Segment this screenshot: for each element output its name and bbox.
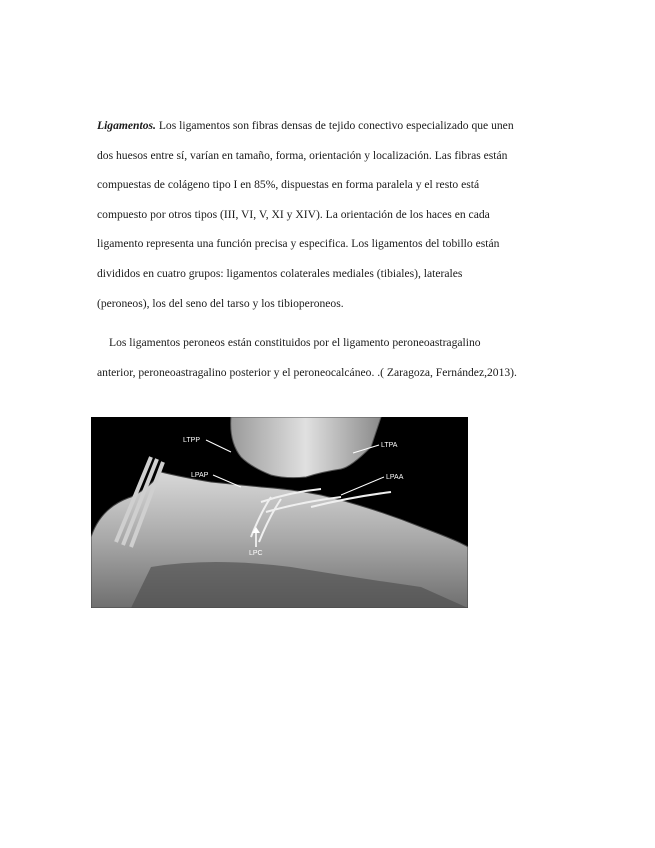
paragraph-peroneos bbox=[97, 328, 577, 387]
label-lpaa: LPAA bbox=[386, 474, 404, 481]
paragraph-heading: Ligamentos. bbox=[97, 119, 156, 132]
label-ltpa: LTPA bbox=[381, 442, 398, 449]
paragraph-line: ligamento representa una función precisa y especifica. Los ligamentos del tobillo están bbox=[97, 237, 500, 251]
ankle-illustration bbox=[91, 417, 468, 608]
paragraph-line: dos huesos entre sí, varían en tamaño, forma, orientación y localización. Las fibras están bbox=[97, 148, 508, 162]
label-ltpp: LTPP bbox=[183, 437, 200, 444]
paragraph-line: anterior, peroneoastragalino posterior y el peroneocalcáneo. .( Zaragoza, Fernández,2013). bbox=[97, 365, 517, 379]
paragraph-line: compuesto por otros tipos (III, VI, V, XI y XIV). La orientación de los haces en cada bbox=[97, 207, 490, 221]
paragraph-line: Los ligamentos peroneos están constituidos por el ligamento peroneoastragalino bbox=[109, 336, 481, 349]
paragraph-line: (peroneos), los del seno del tarso y los tibioperoneos. bbox=[97, 296, 344, 310]
paragraph-line: compuestas de colágeno tipo I en 85%, dispuestas en forma paralela y el resto está bbox=[97, 178, 480, 192]
label-lpap: LPAP bbox=[191, 472, 209, 479]
ankle-ligaments-figure bbox=[91, 417, 468, 608]
paragraph-line: Los ligamentos son fibras densas de tejido conectivo especializado que unen bbox=[155, 119, 514, 132]
paragraph-line: divididos en cuatro grupos: ligamentos colaterales mediales (tibiales), laterales bbox=[97, 266, 463, 280]
label-lpc: LPC bbox=[249, 550, 263, 557]
paragraph-ligamentos bbox=[97, 111, 577, 318]
